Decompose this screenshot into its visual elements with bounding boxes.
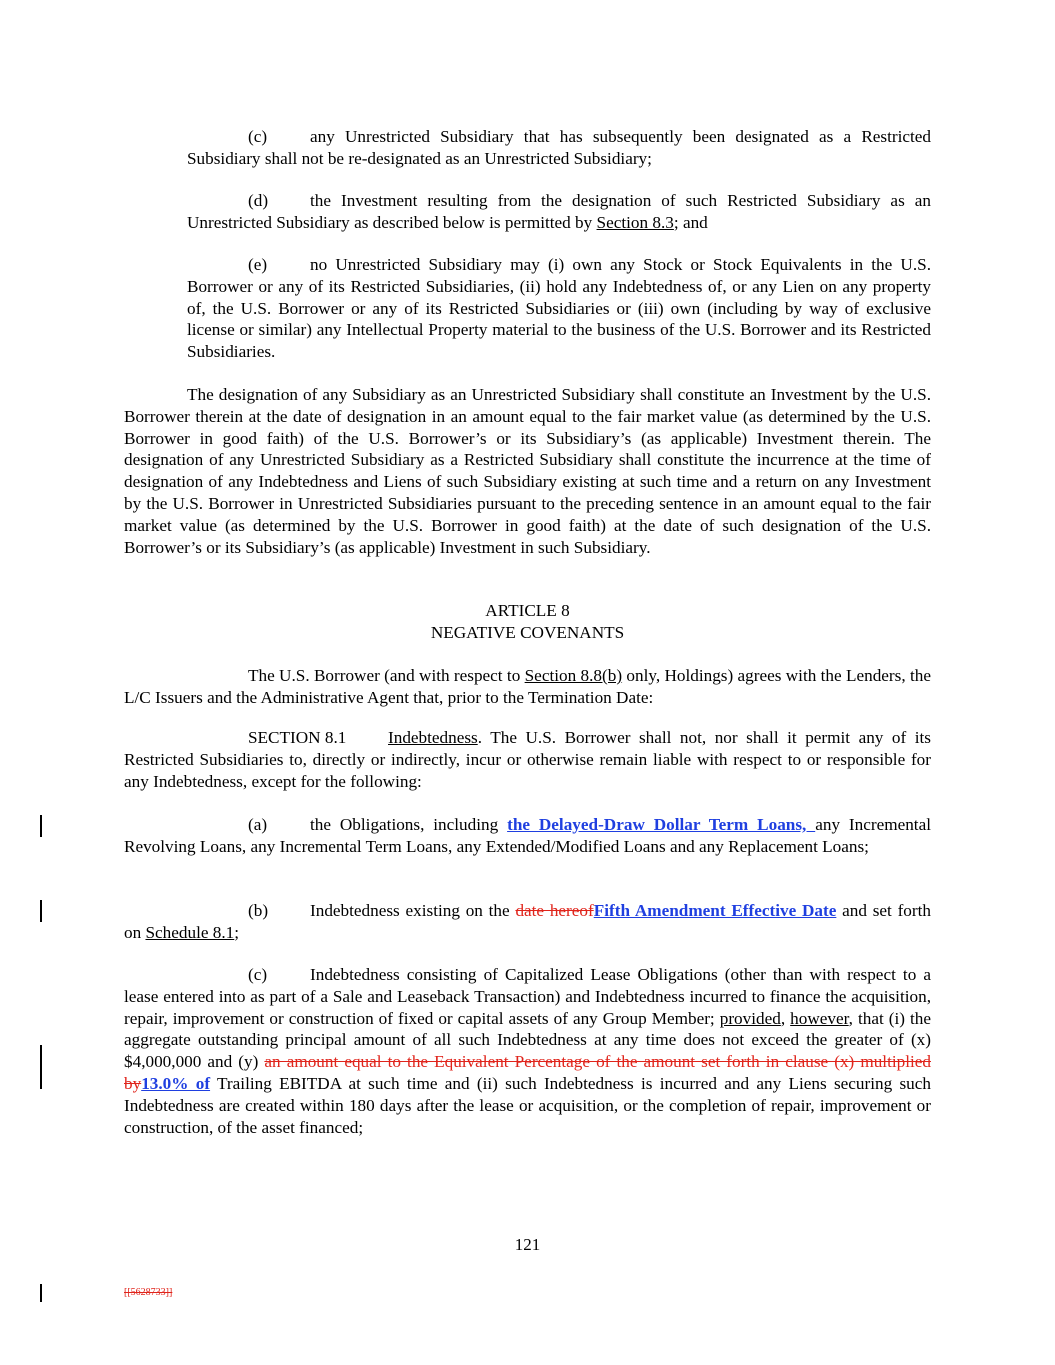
proviso-provided: provided xyxy=(719,1008,781,1028)
clause-text-end: ; and xyxy=(673,212,708,232)
item-text: Indebtedness existing on the xyxy=(310,901,516,920)
section-text: . The U.S. Borrower shall not, nor shall it permit any of its Restricted Subsidiaries to, directly or indirectly, incur or otherwise remain liable with respect to or responsible for any Indebtedness, except for the following: xyxy=(124,728,931,791)
item-c-capital-leases xyxy=(124,964,931,1138)
clause-text: any Unrestricted Subsidiary that has subsequently been designated as a Restricted Subsidiary shall not be re-designated as an Unrestricted Subsidiary; xyxy=(187,127,931,168)
proviso-however: however xyxy=(790,1008,849,1028)
page-number: 121 xyxy=(514,1235,541,1254)
proviso-comma: , xyxy=(780,1008,791,1028)
clause-e-restrictions xyxy=(187,254,931,363)
intro-text-end: only, Holdings) agrees with the Lenders, the L/C Issuers and the Administrative Agent that, prior to the Termination Date: xyxy=(124,666,931,707)
clause-text: no Unrestricted Subsidiary may (i) own any Stock or Stock Equivalents in the U.S. Borrower or any of its Restricted Subsidiaries, (ii) hold any Indebtedness of, or any Lien on any property of, the U.S. Borrower or any of its Restricted Subsidiaries or (iii) own (including by way of exclusive license or similar) any Intellectual Property material to the business of the U.S. Borrower and its Restricted Subsidiaries. xyxy=(187,255,931,362)
clause-text: the Investment resulting from the designation of such Restricted Subsidiary as an Unrestricted Subsidiary as described below is permitted by xyxy=(187,191,931,232)
item-number: (a) xyxy=(248,815,268,834)
item-text-end: Trailing EBITDA at such time and (ii) such Indebtedness is incurred and any Liens securing such Indebtedness are created within 180 days after the lease or acquisition, or the completion of repair, improvement or construction, of the asset financed; xyxy=(124,1073,931,1137)
clause-c-unrestricted xyxy=(187,126,931,170)
document-id: [[5628733]] xyxy=(124,1287,173,1298)
covenants-intro xyxy=(124,665,931,709)
item-text-mid: and set forth on xyxy=(124,901,931,942)
section-8-1 xyxy=(124,727,931,792)
item-text-mid: , that (i) the aggregate outstanding principal amount of all such Indebtedness at any time does not exceed the greater of (x) $4,000,000 and (y) xyxy=(124,1008,932,1072)
designation-paragraph: The designation of any Subsidiary as an Unrestricted Subsidiary shall constitute an Investment by the U.S. Borrower therein at the date of designation in an amount equal to the fair market value (as determined by the U.S. Borrower in good faith) of the U.S. Borrower’s or its Subsidiary’s (as applicable) Investment therein. The designation of any Unrestricted Subsidiary as a Restricted Subsidiary shall constitute the incurrence at the time of designation of any Indebtedness and Liens of such Subsidiary existing at such time and a return on any Investment by the U.S. Borrower in Unrestricted Subsidiaries pursuant to the preceding sentence in an amount equal to the fair market value (as determined by the U.S. Borrower in good faith) at the date of such designation of the U.S. Borrower’s or its Subsidiary’s (as applicable) Investment in such Subsidiary. xyxy=(124,385,931,557)
section-reference: Section 8.8(b) xyxy=(524,666,623,685)
change-bar xyxy=(40,815,42,837)
clause-d-investment xyxy=(187,190,931,234)
item-a-obligations xyxy=(124,814,931,858)
inserted-text: 13.0% of xyxy=(141,1073,211,1093)
section-label: SECTION 8.1 xyxy=(248,728,347,747)
intro-text: The U.S. Borrower (and with respect to xyxy=(248,666,525,685)
item-text-end: any Incremental Revolving Loans, any Incremental Term Loans, any Extended/Modified Loans and any Replacement Loans; xyxy=(124,815,931,856)
item-b-existing-indebtedness xyxy=(124,900,931,944)
clause-number: (d) xyxy=(248,191,269,210)
clause-number: (e) xyxy=(248,255,268,274)
deleted-text: an amount equal to the Equivalent Percentage of the amount set forth in clause (x) multiplied by xyxy=(124,1052,931,1093)
change-bar xyxy=(40,1045,42,1089)
clause-number: (c) xyxy=(248,127,268,146)
item-number: (c) xyxy=(248,965,268,984)
change-bar xyxy=(40,900,42,922)
section-heading: Indebtedness xyxy=(388,728,478,747)
article-title: NEGATIVE COVENANTS xyxy=(430,623,625,642)
deleted-text: date hereof xyxy=(515,901,594,920)
inserted-text: the Delayed-Draw Dollar Term Loans, xyxy=(507,815,816,834)
change-bar xyxy=(40,1284,42,1302)
item-text-end: ; xyxy=(234,922,240,942)
item-number: (b) xyxy=(248,901,269,920)
inserted-text: Fifth Amendment Effective Date xyxy=(593,901,837,920)
article-number: ARTICLE 8 xyxy=(485,601,570,620)
section-reference: Section 8.3 xyxy=(596,212,674,232)
item-text: the Obligations, including xyxy=(310,815,508,834)
schedule-reference: Schedule 8.1 xyxy=(145,922,235,942)
item-text: Indebtedness consisting of Capitalized Lease Obligations (other than with respect to a lease entered into as part of a Sale and Leaseback Transaction) and Indebtedness incurred to finance the acquisition, repair, improvement or construction of fixed or capital assets of any Group Member; xyxy=(124,965,931,1028)
